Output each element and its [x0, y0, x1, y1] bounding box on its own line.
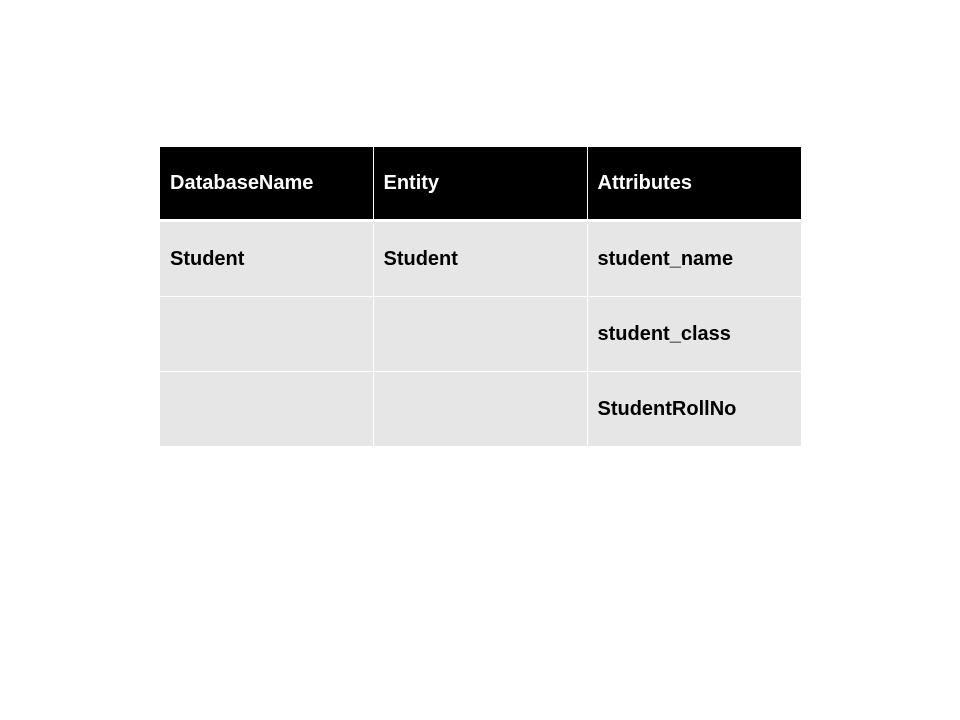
- cell-database-name: [160, 372, 373, 447]
- data-table-container: [160, 147, 801, 446]
- cell-database-name: Student: [160, 221, 373, 297]
- header-entity: Entity: [373, 147, 587, 221]
- cell-entity: Student: [373, 221, 587, 297]
- header-attributes: Attributes: [587, 147, 801, 221]
- table-row: [160, 297, 801, 372]
- header-row: [160, 147, 801, 221]
- table-header: [160, 147, 801, 221]
- cell-entity: [373, 297, 587, 372]
- cell-database-name: [160, 297, 373, 372]
- cell-attribute: student_class: [587, 297, 801, 372]
- cell-attribute: StudentRollNo: [587, 372, 801, 447]
- database-entity-table: [160, 147, 801, 446]
- cell-entity: [373, 372, 587, 447]
- cell-attribute: student_name: [587, 221, 801, 297]
- table-body: [160, 221, 801, 447]
- table-row: [160, 221, 801, 297]
- header-database-name: DatabaseName: [160, 147, 373, 221]
- table-row: [160, 372, 801, 447]
